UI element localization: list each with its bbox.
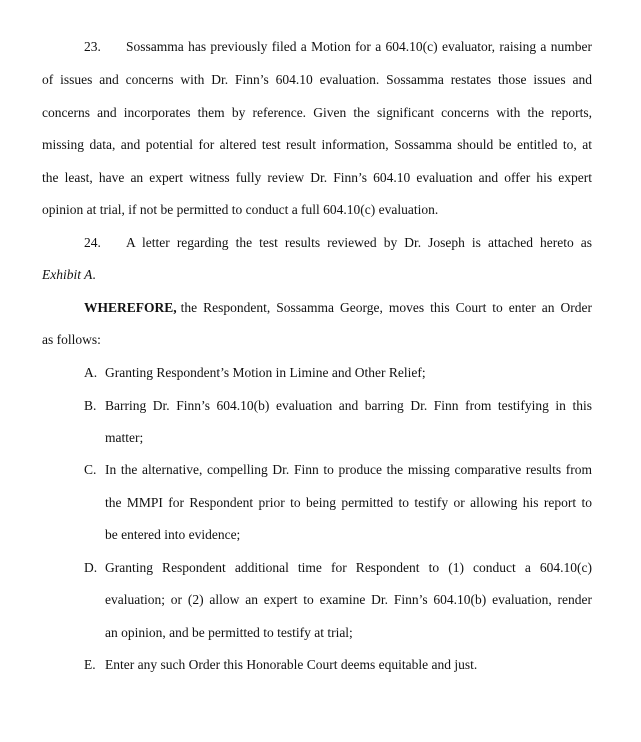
paragraph-number: 23. bbox=[84, 39, 101, 54]
list-item-line: the MMPI for Respondent prior to being permitted to testify or allowing his report to bbox=[105, 495, 592, 510]
paragraph-number: 24. bbox=[84, 235, 101, 250]
paragraph-line: concerns and incorporates them by reference. Given the significant concerns with the reports, bbox=[42, 105, 592, 120]
list-item-line: matter; bbox=[105, 430, 144, 445]
paragraph-line: missing data, and potential for altered test result information, Sossamma should be entitled to, at bbox=[42, 137, 592, 152]
paragraph-line: A letter regarding the test results reviewed by Dr. Joseph is attached hereto as bbox=[126, 235, 592, 250]
paragraph-line: the least, have an expert witness fully review Dr. Finn’s 604.10 evaluation and offer his expert bbox=[42, 170, 592, 185]
wherefore-line: WHEREFORE, the Respondent, Sossamma George, moves this Court to enter an Order bbox=[84, 300, 592, 315]
list-item-letter: B. bbox=[84, 398, 97, 413]
list-item-line: an opinion, and be permitted to testify at trial; bbox=[105, 625, 353, 640]
list-item-line: be entered into evidence; bbox=[105, 527, 241, 542]
list-item-letter: A. bbox=[84, 365, 98, 380]
wherefore-heading: WHEREFORE, bbox=[84, 300, 177, 315]
paragraph-line: of issues and concerns with Dr. Finn’s 604.10 evaluation. Sossamma restates those issues and bbox=[42, 72, 592, 87]
list-item-line: Barring Dr. Finn’s 604.10(b) evaluation and barring Dr. Finn from testifying in this bbox=[105, 398, 592, 413]
exhibit-reference: Exhibit A. bbox=[42, 267, 96, 282]
list-item-letter: D. bbox=[84, 560, 98, 575]
list-item-line: Granting Respondent’s Motion in Limine and Other Relief; bbox=[105, 365, 426, 380]
paragraph-line: Sossamma has previously filed a Motion for a 604.10(c) evaluator, raising a number bbox=[126, 39, 592, 54]
exhibit-name: Exhibit A bbox=[42, 267, 93, 282]
wherefore-line: as follows: bbox=[42, 332, 101, 347]
paragraph-line: opinion at trial, if not be permitted to conduct a full 604.10(c) evaluation. bbox=[42, 202, 439, 217]
list-item-letter: E. bbox=[84, 657, 96, 672]
list-item-line: Enter any such Order this Honorable Court deems equitable and just. bbox=[105, 657, 478, 672]
list-item-line: In the alternative, compelling Dr. Finn to produce the missing comparative results from bbox=[105, 462, 592, 477]
list-item-letter: C. bbox=[84, 462, 97, 477]
list-item-line: evaluation; or (2) allow an expert to examine Dr. Finn’s 604.10(b) evaluation, render bbox=[105, 592, 592, 607]
list-item-line: Granting Respondent additional time for Respondent to (1) conduct a 604.10(c) bbox=[105, 560, 592, 575]
